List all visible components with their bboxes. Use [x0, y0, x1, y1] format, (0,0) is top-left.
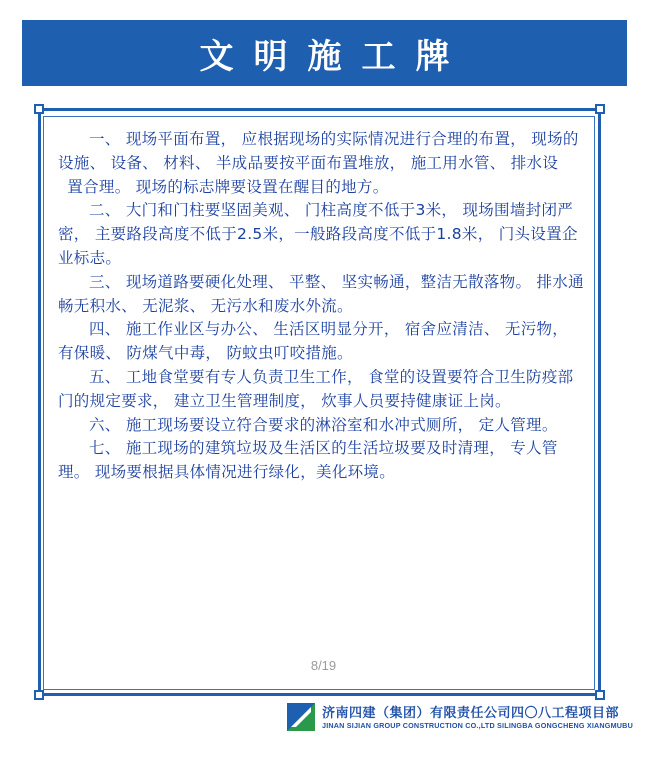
title-banner: [22, 20, 627, 86]
paragraph-1: 一、 现场平面布置， 应根据现场的实际情况进行合理的布置， 现场的设施、 设备、 材料、 半成品要按平面布置堆放， 施工用水管、 排水设: [58, 130, 579, 172]
frame-corner-top-left: [34, 104, 44, 114]
company-name-en: JINAN SIJIAN GROUP CONSTRUCTION CO.,LTD SILINGBA GONGCHENG XIANGMUBU: [322, 721, 633, 730]
frame-corner-bottom-right: [595, 690, 605, 700]
paragraph-2: 二、 大门和门柱要坚固美观、 门柱高度不低于3米， 现场围墙封闭严密， 主要路段高度不低于2.5米，一般路段高度不低于1.8米， 门头设置企业标志。: [58, 201, 578, 267]
paragraph-1-continued: 置合理。 现场的标志牌要设置在醒目的地方。: [67, 177, 389, 196]
page-number: 8/19: [310, 658, 337, 673]
regulations-text: [58, 128, 584, 485]
company-logo-icon: [287, 703, 315, 731]
company-name-cn: 济南四建（集团）有限责任公司四〇八工程项目部: [322, 706, 620, 721]
paragraph-7: 七、 施工现场的建筑垃圾及生活区的生活垃圾要及时清理， 专人管理。 现场要根据具体情况进行绿化，美化环境。: [58, 439, 558, 482]
paragraph-5: 五、 工地食堂要有专人负责卫生工作， 食堂的设置要符合卫生防疫部门的规定要求， 建立卫生管理制度， 炊事人员要持健康证上岗。: [58, 367, 574, 410]
paragraph-4: 四、 施工作业区与办公、 生活区明显分开， 宿舍应清洁、 无污物， 有保暖、 防煤气中毒， 防蚊虫叮咬措施。: [58, 320, 569, 363]
frame-corner-top-right: [595, 104, 605, 114]
paragraph-3: 三、 现场道路要硬化处理、 平整、 坚实畅通，整洁无散落物。 排水通畅无积水、 无泥浆、 无污水和废水外流。: [58, 272, 584, 315]
frame-corner-bottom-left: [34, 690, 44, 700]
page-title: 文明施工牌: [199, 36, 470, 77]
paragraph-6: 六、 施工现场要设立符合要求的淋浴室和水冲式厕所， 定人管理。: [89, 415, 558, 434]
